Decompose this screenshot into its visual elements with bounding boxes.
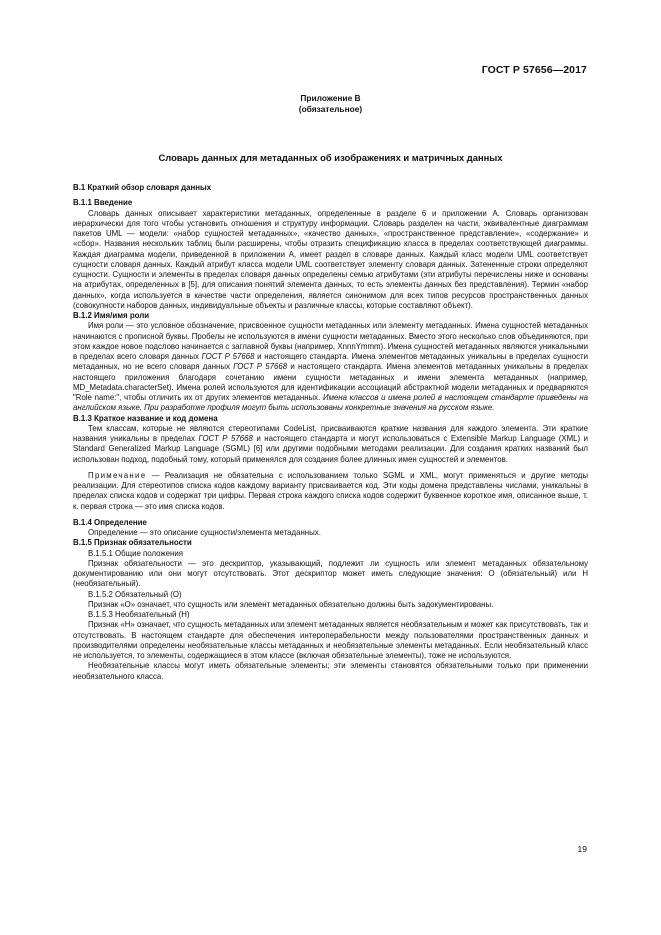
subsection-heading-b12: В.1.2 Имя/имя роли — [73, 311, 150, 320]
section-heading-b1: В.1 Краткий обзор словаря данных — [73, 183, 212, 192]
note-paragraph — [73, 471, 588, 512]
paragraph-b151: Признак обязательности — это дескриптор, указывающий, подлежит ли сущность или элемент метаданных обязательному документированию или они могут отсутствовать. Этот дескриптор может иметь следующие значения: О (обязательный) или Н (необязательный). — [73, 558, 588, 589]
page-number: 19 — [577, 844, 587, 854]
subsubsection-heading-b152: В.1.5.2 Обязательный (О) — [88, 589, 182, 599]
appendix-status: (обязательное) — [298, 104, 363, 114]
reference-standard: ГОСТ Р 57668 — [198, 434, 253, 443]
text-run: и настоящего стандарта и могут использоваться с Extensible Markup Language (XML) и Standard Generalized Markup Language (SGML) [6] или другими подобными методами реализации. Для создания кратких названий был использован подход, подобный тому, который применялся для создания более длинных имен сущностей и элементов. — [73, 434, 588, 464]
note-label: Примечание — [88, 470, 147, 480]
appendix-heading — [0, 93, 661, 115]
italic-note: Имена классов и имена ролей в настоящем стандарте приведены на английском языке. При разработке профиля могут быть использованы конкретные значения на русском языке. — [73, 393, 589, 413]
paragraph-b153: Признак «Н» означает, что сущность метаданных или элемент метаданных является необязательным и может как присутствовать, так и отсутствовать. В настоящем стандарте для обеспечения интероперабельности между пользователями пространственных данных и производителями определены необязательные классы метаданных и необязательные элементы метаданных. Если необязательный класс не используется, то элементы, содержащиеся в этом классе (включая обязательные элементы), тоже не используются. — [73, 620, 588, 660]
paragraph-b152: Признак «О» означает, что сущность или элемент метаданных обязательно должны быть задокументированы. — [88, 599, 494, 609]
text-run: Тем классам, которые не являются стереотипами CodeList, присваиваются краткие названия для каждого элемента. Эти краткие названия уникальны в пределах — [73, 423, 588, 443]
standard-code: ГОСТ Р 57656—2017 — [481, 64, 587, 76]
subsection-heading-b14: В.1.4 Определение — [73, 517, 147, 527]
subsubsection-heading-b151: В.1.5.1 Общие положения — [88, 548, 183, 558]
paragraph-b14: Определение — это описание сущности/элемента метаданных. — [88, 528, 321, 537]
paragraph-b13 — [73, 424, 588, 465]
subsection-heading-b11: В.1.1 Введение — [73, 198, 133, 208]
paragraph-b11: Словарь данных описывает характеристики метаданных, определенные в разделе 6 и приложении А. Словарь организован иерархически для того чтобы установить отношения и структуру информации. Словарь разделен на части, эквивалентные диаграммам пакетов UML — модели: «набор сущностей метаданных», «качество данных», «пространственное представление», «содержание» и «сбор». Названия нескольких таблиц были расширены, чтобы отразить спецификацию класса в пределах соответствующей диаграммы. Каждая диаграмма модели, приведенной в приложении А, имеет раздел в словаре данных. Каждый класс модели UML соответствует сущности словаря данных. Каждый атрибут класса модели UML соответствует элементу словаря данных. Затененные строки определяют сущности. Сущности и элементы в пределах словаря данных определены семью атрибутами (эти атрибуты перечислены ниже и основаны на атрибутах, определенных в [5], для описания понятий элемента данных, то есть элементы данных без представления). Термин «набор данных», когда используется в качестве части определения, является синонимом для всех типов ресурсов пространственных данных (совокупности наборов данных, индивидуальные объекты и различные классы, которые составляют объект). — [73, 208, 588, 310]
subsection-heading-b13: В.1.3 Краткое название и код домена — [73, 413, 218, 423]
text-run: и настоящего стандарта. Имена элементов метаданных уникальны в пределах сущности метаданных, но не всего словаря данных — [73, 352, 588, 372]
note-text: — Реализация не обязательна с использованием только SGML и XML, могут применяться и другие методы реализации. Для стереотипов списка кодов каждому варианту присваивается код. Эти коды домена представлены числами, уникальны в пределах списка кодов и содержат три цифры. Первая строка каждого списка кодов содержит буквенное короткое имя, описанное выше, т. к. первая строка — это имя списка кодов. — [73, 470, 588, 511]
reference-standard: ГОСТ Р 57668 — [201, 352, 255, 361]
subsection-heading-b15: В.1.5 Признак обязательности — [73, 538, 192, 548]
paragraph-b153-2: Необязательные классы могут иметь обязательные элементы; эти элементы становятся обязательными только при применении необязательного класса. — [73, 661, 588, 681]
text-run: и настоящего стандарта. Имена элементов метаданных уникальны в пределах настоящего приложения благодаря сочетанию имени сущности метаданных и имени элемента метаданных (например, MD_Metadata.characterSet). Имена ролей используются для идентификации ассоциаций абстрактной модели метаданных и предваряются "Role name:", чтобы отличить их от других элементов метаданных. — [73, 362, 588, 402]
appendix-title: Приложение В — [300, 93, 361, 103]
document-title: Словарь данных для метаданных об изображениях и матричных данных — [158, 152, 503, 163]
reference-standard: ГОСТ Р 57668 — [233, 362, 288, 372]
paragraph-b12 — [73, 321, 588, 413]
subsubsection-heading-b153: В.1.5.3 Необязательный (Н) — [88, 610, 190, 619]
text-run: Имя роли — это условное обозначение, присвоенное сущности метаданных или элементу метаданных. Имена сущностей метаданных начинаются с прописной буквы. Пробелы не используются в имени сущности метаданных. Вместо этого несколько слов объединяются, при этом каждое новое подслово начинается с заглавной буквы (например, XnnnYmmm). Имена сущностей метаданных являются уникальными в пределах всего словаря данных — [73, 321, 588, 361]
document-body — [73, 183, 588, 682]
